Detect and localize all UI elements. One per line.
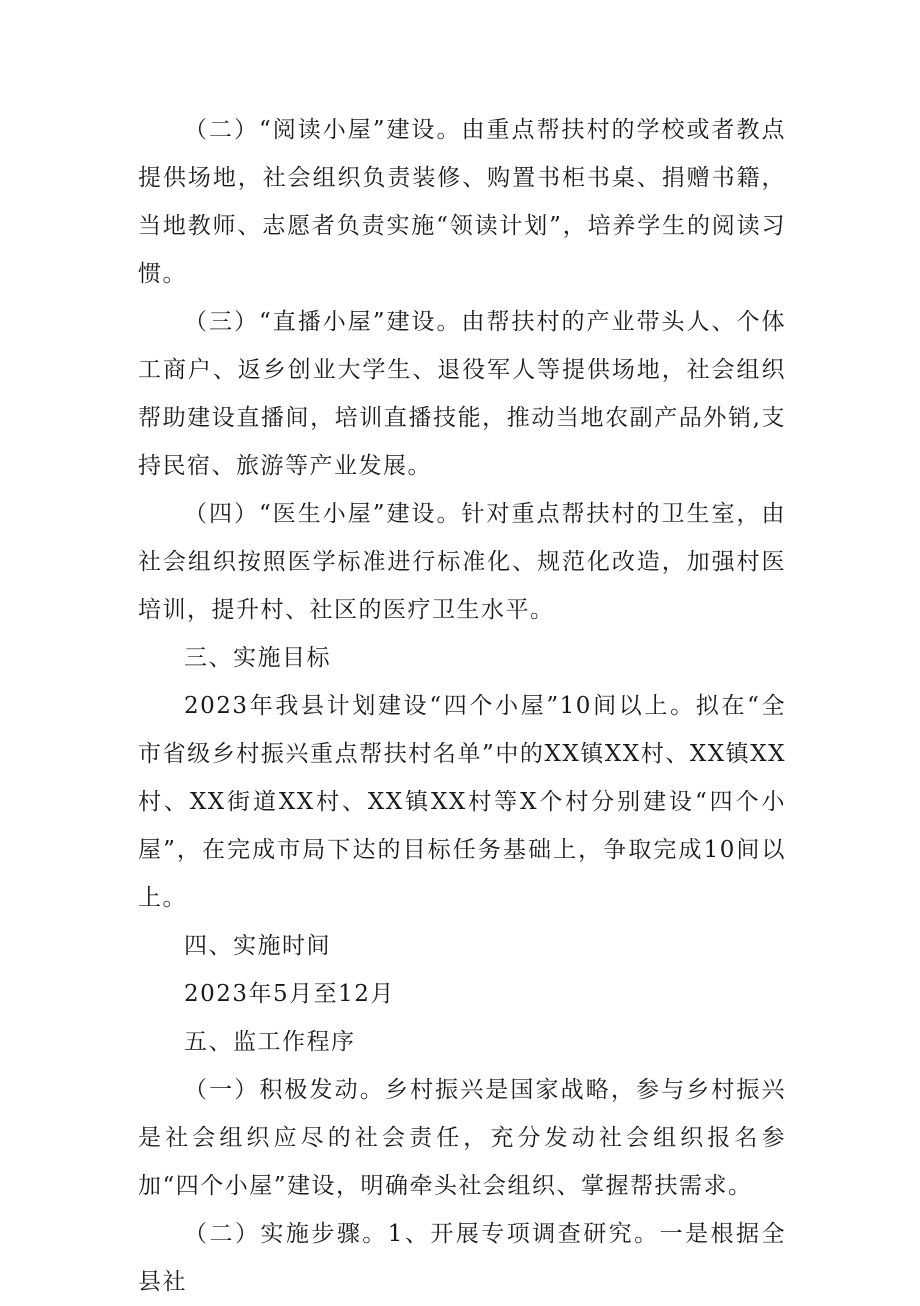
paragraph-reading-house: （二）“阅读小屋”建设。由重点帮扶村的学校或者教点提供场地，社会组织负责装修、购置书柜书桌、捐赠书籍，当地教师、志愿者负责实施“领读计划”，培养学生的阅读习惯。 — [138, 117, 786, 287]
paragraph-schedule: 2023年5月至12月 — [184, 981, 395, 1007]
paragraph-livestream-house: （三）“直播小屋”建设。由帮扶村的产业带头人、个体工商户、返乡创业大学生、退役军人等提供场地，社会组织帮助建设直播间，培训直播技能，推动当地农副产品外销,支持民宿、旅游等产业发展。 — [138, 309, 786, 479]
document-body — [138, 106, 786, 1306]
paragraph-mobilize: （一）积极发动。乡村振兴是国家战略，参与乡村振兴是社会组织应尽的社会责任，充分发动社会组织报名参加“四个小屋”建设，明确牵头社会组织、掌握帮扶需求。 — [138, 1077, 786, 1199]
section-heading-schedule: 四、实施时间 — [184, 933, 331, 959]
paragraph-steps: （二）实施步骤。1、开展专项调查研究。一是根据全县社 — [138, 1221, 786, 1295]
paragraph-doctor-house: （四）“医生小屋”建设。针对重点帮扶村的卫生室，由社会组织按照医学标准进行标准化、规范化改造，加强村医培训，提升村、社区的医疗卫生水平。 — [138, 501, 786, 623]
section-heading-procedure: 五、监工作程序 — [184, 1029, 356, 1055]
section-heading-goals: 三、实施目标 — [184, 645, 331, 671]
paragraph-goals: 2023年我县计划建设“四个小屋”10间以上。拟在“全市省级乡村振兴重点帮扶村名单”中的XX镇XX村、XX镇XX村、XX街道XX村、XX镇XX村等X个村分别建设“四个小屋”，在完成市局下达的目标任务基础上，争取完成10间以上。 — [138, 693, 786, 911]
